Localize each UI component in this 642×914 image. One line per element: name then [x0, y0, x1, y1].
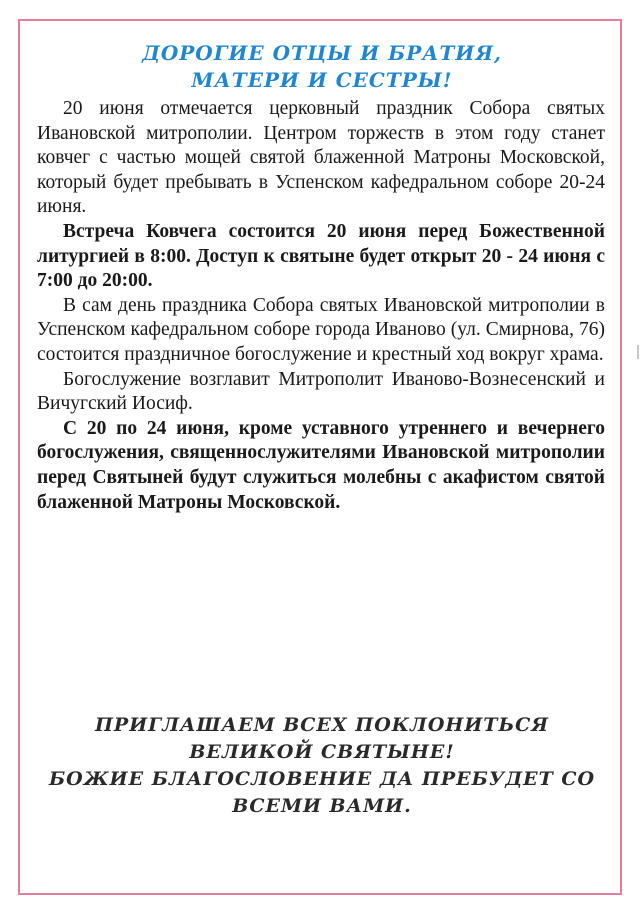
paragraph-presiding-bishop: Богослужение возглавит Митрополит Иваново-Вознесенский и Вичугский Иосиф. — [37, 368, 605, 415]
paragraph-feast-day-service: В сам день праздника Собора святых Ивановской митрополии в Успенском кафедральном соборе города Иваново (ул. Смирнова, 76) состоится праздничное богослужение и крестный ход вокруг храма. — [37, 294, 605, 365]
paragraph-feast-intro: 20 июня отмечается церковный праздник Собора святых Ивановской митрополии. Центром торжеств в этом году станет ковчег с частью мощей святой блаженной Матроны Московской, который будет пребывать в Успенском кафедральном соборе 20-24 июня. — [37, 98, 605, 218]
paragraph-ark-meeting: Встреча Ковчега состоится 20 июня перед Божественной литургией в 8:00. Доступ к святыне будет открыт 20 - 24 июня с 7:00 до 20:00. — [37, 220, 605, 292]
closing-line-4: ВСЕМИ ВАМИ. — [232, 795, 412, 817]
closing-line-3: БОЖИЕ БЛАГОСЛОВЕНИЕ ДА ПРЕБУДЕТ СО — [48, 768, 596, 790]
closing-invitation — [40, 712, 604, 820]
greeting-heading — [40, 40, 604, 94]
greeting-line-1: ДОРОГИЕ ОТЦЫ И БРАТИЯ, — [142, 41, 502, 65]
greeting-line-2: МАТЕРИ И СЕСТРЫ! — [191, 68, 453, 92]
announcement-body — [37, 97, 605, 515]
closing-line-2: ВЕЛИКОЙ СВЯТЫНЕ! — [189, 741, 455, 763]
closing-line-1: ПРИГЛАШАЕМ ВСЕХ ПОКЛОНИТЬСЯ — [94, 714, 550, 736]
scan-edge-mark — [637, 345, 639, 359]
paragraph-prayer-services: С 20 по 24 июня, кроме уставного утреннего и вечернего богослужения, священнослужителями Ивановской митрополии перед Святыней будут служиться молебны с акафистом святой блаженной Матроны Московской. — [37, 417, 605, 513]
